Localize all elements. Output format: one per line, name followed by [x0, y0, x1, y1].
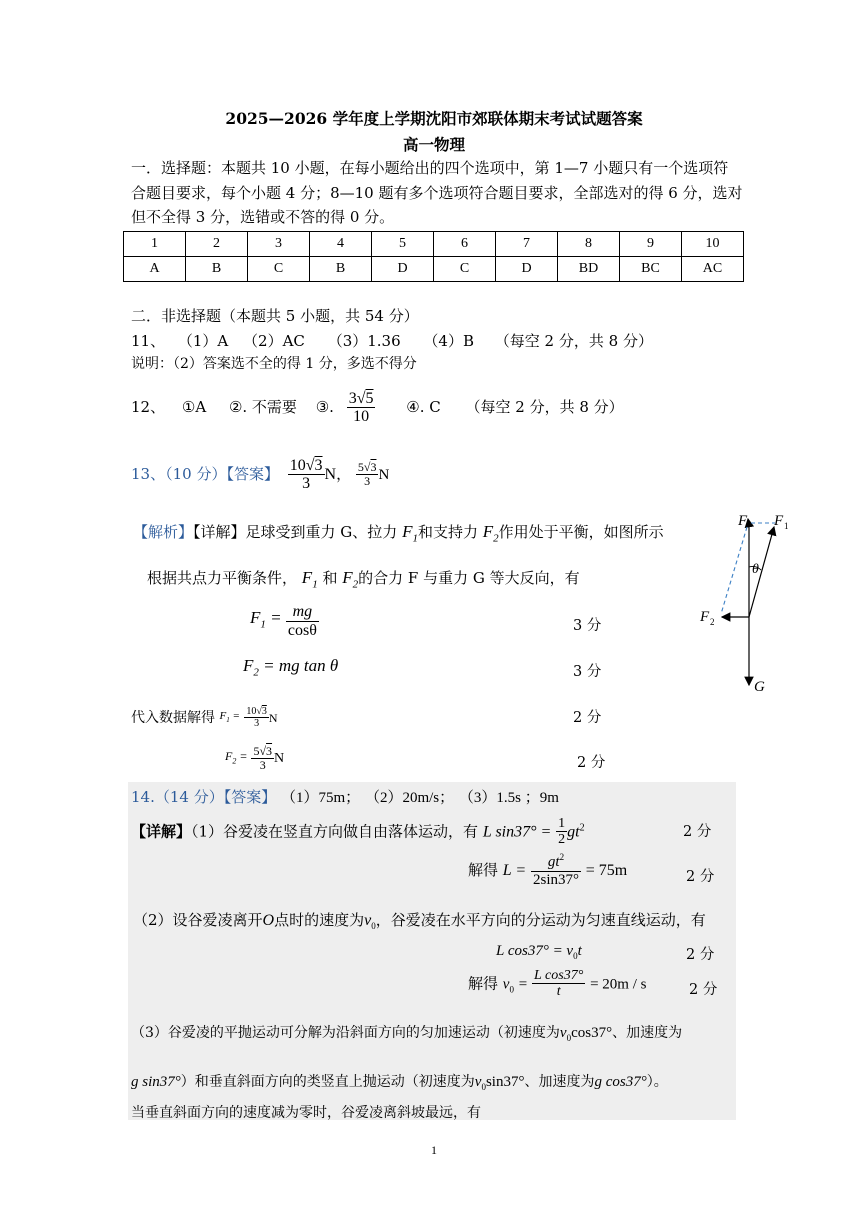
q13-substitution-1: 代入数据解得 $F_1$ = $\frac{10√3}{3}$ N — [131, 706, 278, 730]
section1-line2: 合题目要求，每个小题 4 分；8—10 题有多个选项符合题目要求，全部选对的得 6 分，选对 — [131, 184, 743, 202]
q14-half-num: 1 — [558, 816, 566, 831]
q13-substitution-text: 代入数据解得 — [131, 710, 215, 727]
q14-score-4: 2 分 — [689, 982, 718, 998]
q14-sol2-prefix: 解得 — [468, 974, 499, 993]
q14-answer-row — [131, 786, 559, 807]
table-cell: 4 — [310, 232, 372, 257]
q14-v0: v — [364, 912, 372, 929]
q11-row — [131, 330, 653, 351]
q13-equation-2: $F_2$ = mg tan θ — [243, 656, 339, 679]
q14-part3-text: 、加速度为 — [524, 1074, 595, 1090]
q13-answer-row — [131, 452, 389, 497]
sqrt-icon: √ — [356, 389, 366, 407]
label-F2: F — [700, 609, 710, 625]
q14-sol1-den: 2sin37° — [532, 871, 579, 888]
table-cell: 9 — [620, 232, 682, 257]
q14-eq1-rhs: gt — [567, 823, 580, 841]
q13-condition-line: 根据共点力平衡条件， $F_1$ 和 $F_2$的合力 F 与重力 G 等大反向，有 — [147, 568, 580, 591]
q14-part3-line2: g sin37°）和垂直斜面方向的类竖直上抛运动（初速度为$v_0\sin 37^\circ$、加速度为g cos37°）。 — [131, 1074, 668, 1092]
q14-part3-line3: 当垂直斜面方向的速度减为零时，谷爱凌离斜坡最远，有 — [131, 1105, 481, 1121]
q12-label: 12、 — [131, 398, 166, 416]
q14-eq1-sq: 2 — [579, 822, 585, 834]
q14-eq3: L cos37° = v — [496, 943, 574, 959]
q14-part3-text: 、加速度为 — [612, 1025, 683, 1041]
q14-sol2-lhs: v — [502, 976, 510, 993]
q14-part2-text: （2）设谷爱凌离开 — [133, 911, 263, 929]
label-F2-sub: 2 — [710, 617, 715, 627]
q11-answer-3: （3）1.36 — [327, 332, 401, 350]
page-number: 1 — [431, 1143, 437, 1157]
q11-answer-1: （1）A — [177, 332, 229, 350]
q14-half-den: 2 — [558, 832, 566, 848]
q14-detail-tag: 【详解】 — [131, 822, 192, 841]
label-F: F — [738, 513, 748, 529]
q13-label: 13、（10 分）【答案】 — [131, 465, 279, 483]
table-cell: AC — [682, 257, 744, 282]
q14-sol1-num-sq: 2 — [559, 852, 565, 862]
q14-score-1: 2 分 — [683, 824, 712, 840]
q14-score-2: 2 分 — [686, 869, 715, 885]
q13-analysis-text: 作用处于平衡，如图所示 — [498, 523, 664, 541]
q13-analysis-tag: 【解析】 — [133, 523, 194, 541]
q12-denominator: 10 — [353, 408, 370, 426]
q14-solution-1 — [468, 853, 627, 889]
q14-eq1-lhs: L sin37° = — [482, 823, 552, 841]
q12-answer-4: ④. C — [406, 398, 441, 416]
q14-solution-2: 解得 $v_0$ = $\frac{\text{L cos37°}}{t}$ = 20m / s — [468, 968, 647, 1000]
q13-ans2-coef: 5 — [357, 460, 364, 474]
q14-part3-text: （3）谷爱凌的平抛运动可分解为沿斜面方向的匀加速运动（初速度为 — [131, 1025, 560, 1041]
table-cell: B — [186, 257, 248, 282]
q13-substitution-2: $F_2$ = $\frac{5√3}{3}$ N — [225, 744, 285, 773]
section2-heading: 二．非选择题（本题共 5 小题，共 54 分） — [131, 307, 419, 325]
q12-coef: 3 — [348, 389, 357, 407]
q13-ans1-rad: 3 — [314, 456, 323, 474]
q13-score-4: 2 分 — [577, 755, 606, 771]
q14-part2-text: 点时的速度为 — [274, 911, 365, 929]
q14-answer-1: （1）75m； — [281, 790, 361, 806]
q14-sol2-num: L cos37° — [534, 968, 584, 983]
label-theta: θ — [752, 562, 759, 577]
q14-part1-line — [131, 816, 585, 848]
q14-point-o: O — [262, 912, 275, 929]
q11-explain: 说明：（2）答案选不全的得 1 分，多选不得分 — [131, 356, 417, 372]
table-cell: B — [310, 257, 372, 282]
q13-condition-text: 和 — [322, 569, 338, 587]
q14-part2-line: （2）设谷爱凌离开O点时的速度为$v_0$，谷爱凌在水平方向的分运动为匀速直线运动，有 — [133, 911, 706, 931]
q13-answer-2 — [356, 461, 379, 489]
table-cell: 7 — [496, 232, 558, 257]
q14-sol1-rhs: = 75m — [585, 861, 628, 879]
q13-equation-1: $F_1$ = $\frac{mg}{\cos\theta}$ — [250, 603, 317, 639]
label-F1: F — [774, 513, 784, 529]
q12-row — [131, 387, 624, 427]
q11-label: 11、 — [131, 332, 166, 350]
force-F-arrow — [748, 519, 749, 525]
section1-line1: 一．选择题：本题共 10 小题，在每小题给出的四个选项中，第 1—7 小题只有一个选项符 — [131, 159, 729, 177]
q14-answer-3: （3）1.5s ；9m — [458, 790, 559, 806]
q13-detail-tag: 【详解】 — [193, 523, 246, 541]
q11-score-note: （每空 2 分，共 8 分） — [494, 332, 653, 350]
page-subtitle: 高一物理 — [402, 135, 465, 154]
q13-analysis-line: 【解析】【详解】足球受到重力 G、拉力 $F_1$和支持力 $F_2$作用处于平衡，如图所示 — [133, 522, 664, 545]
sqrt-icon: √ — [305, 456, 315, 474]
table-cell: 1 — [124, 232, 186, 257]
q14-sol1-prefix: 解得 — [468, 860, 499, 879]
table-cell: 10 — [682, 232, 744, 257]
q13-score-2: 3 分 — [573, 664, 602, 680]
q11-answer-2: （2）AC — [243, 332, 305, 350]
label-G: G — [754, 679, 765, 695]
q14-part3-text: ）。 — [646, 1074, 668, 1090]
q14-part3-v0sin: sin37° — [485, 1074, 525, 1090]
q14-part1-text: （1）谷爱凌在竖直方向做自由落体运动，有 — [191, 822, 479, 841]
q13-analysis-text: 足球受到重力 G、拉力 — [245, 523, 398, 541]
sqrt-icon: √ — [363, 460, 371, 474]
q13-score-3: 2 分 — [573, 710, 602, 726]
q13-ans1-coef: 10 — [289, 456, 306, 474]
page-title: 2025—2026 学年度上学期沈阳市郊联体期末考试试题答案 — [225, 109, 643, 128]
q13-separator: ， — [336, 465, 352, 483]
q12-answer-2: ②. 不需要 — [228, 398, 297, 416]
q14-label: 14.（14 分）【答案】 — [131, 788, 277, 806]
q13-ans2-rad: 3 — [370, 460, 377, 474]
q12-answer-3-prefix: ③. — [315, 398, 334, 416]
q14-answer-2: （2）20m/s； — [364, 790, 455, 806]
q14-part2-text: ，谷爱凌在水平方向的分运动为匀速直线运动，有 — [375, 911, 706, 929]
table-cell: 6 — [434, 232, 496, 257]
table-cell: 8 — [558, 232, 620, 257]
q13-eq2-rhs: mg tan θ — [278, 656, 339, 675]
force-diagram — [690, 505, 800, 700]
dashed-line — [721, 527, 747, 614]
q12-radicand: 5 — [365, 389, 374, 407]
section1-line3: 但不全得 3 分，选错或不答的得 0 分。 — [131, 208, 395, 226]
q14-score-3: 2 分 — [686, 947, 715, 963]
q14-part3-gcos: g cos37° — [594, 1074, 647, 1090]
table-cell: C — [248, 257, 310, 282]
q13-ans2-unit: N — [378, 467, 390, 483]
q13-eq1-denominator: cosθ — [287, 621, 317, 639]
q13-condition-text: 的合力 F 与重力 G 等大反向，有 — [358, 569, 580, 587]
q14-sol1-lhs: L = — [502, 861, 527, 879]
q12-answer-3-fraction — [347, 390, 376, 427]
q14-sol1-num: gt — [547, 854, 560, 870]
table-cell: D — [372, 257, 434, 282]
q14-sol2-den: t — [556, 984, 561, 1000]
table-row-numbers — [124, 232, 744, 257]
q14-part3-line1: （3）谷爱凌的平抛运动可分解为沿斜面方向的匀加速运动（初速度为$v_0\cos 37^\circ$、加速度为 — [131, 1025, 683, 1043]
q13-condition-text: 根据共点力平衡条件， — [147, 569, 298, 587]
q13-score-1: 3 分 — [573, 618, 602, 634]
q13-analysis-text: 和支持力 — [417, 523, 478, 541]
q13-ans1-den: 3 — [302, 475, 311, 493]
table-cell: 3 — [248, 232, 310, 257]
q12-answer-1: ①A — [181, 398, 207, 416]
table-cell: 2 — [186, 232, 248, 257]
table-row-answers — [124, 257, 744, 282]
q12-score-note: （每空 2 分，共 8 分） — [465, 398, 624, 416]
q14-equation-3: L $\cos 37^\circ = v_0t$ — [496, 943, 582, 961]
table-cell: D — [496, 257, 558, 282]
q14-part3-gsin: g sin37° — [131, 1074, 181, 1090]
table-cell: A — [124, 257, 186, 282]
q13-ans1-unit: N — [324, 466, 337, 483]
q11-answer-4: （4）B — [423, 332, 474, 350]
label-F1-sub: 1 — [784, 521, 789, 531]
q14-part3-text: ）和垂直斜面方向的类竖直上抛运动（初速度为 — [180, 1074, 475, 1090]
q13-eq1-numerator: mg — [286, 603, 319, 622]
answer-table — [123, 231, 744, 282]
q14-sol2-rhs: = 20m / s — [590, 976, 647, 993]
table-cell: 5 — [372, 232, 434, 257]
q14-part3-v0cos: cos37° — [571, 1025, 613, 1041]
q14-eq3-t: t — [577, 943, 582, 959]
table-cell: BC — [620, 257, 682, 282]
table-cell: C — [434, 257, 496, 282]
q13-answer-1 — [288, 457, 325, 494]
q13-ans2-den: 3 — [364, 474, 371, 489]
table-cell: BD — [558, 257, 620, 282]
